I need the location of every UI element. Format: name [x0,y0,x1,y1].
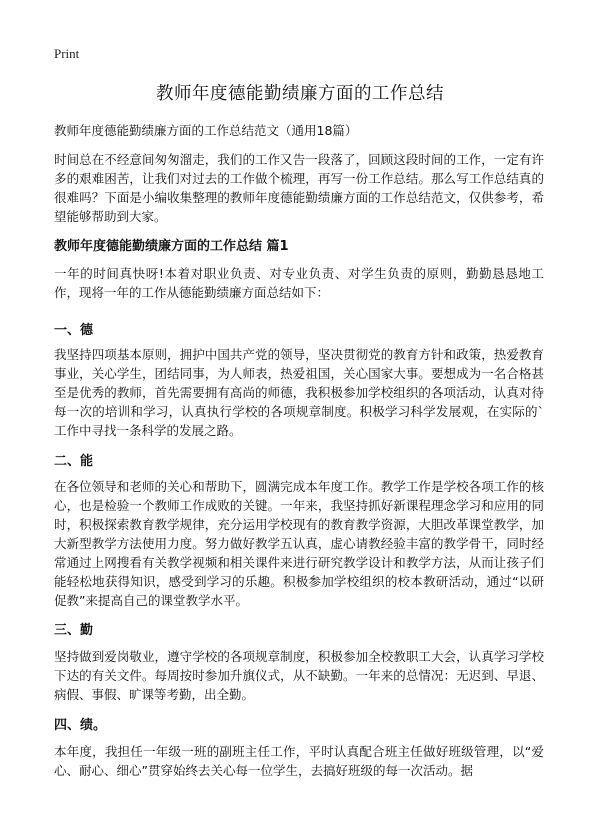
print-link[interactable]: Print [54,46,80,61]
part-paragraph-neng: 在各位领导和老师的关心和帮助下，圆满完成本年度工作。教学工作是学校各项工作的核心，也是检验一个教师工作成败的关键。一年来，我坚持抓好新课程理念学习和应用的同时，积极探索教育教学规律，充分运用学校现有的教育教学资源，大胆改革课堂教学，加大新型教学方法使用力度。努力做好教学五认真，虚心请教经验丰富的教学骨干，同时经常通过上网搜看有关教学视频和相关课件来进行研究教学设计和教学方法，从而让孩子们能轻松地获得知识，感受到学习的乐趣。积极参加学校组织的校本教研活动，通过“以研促教”来提高自己的课堂教学水平。 [54,479,544,608]
document-subtitle: 教师年度德能勤绩廉方面的工作总结范文（通用18篇） [54,123,358,138]
part-heading-ji: 四、绩。 [54,718,107,733]
part-paragraph-qin: 坚持做到爱岗敬业，遵守学校的各项规章制度，积极参加全校教职工大会，认真学习学校下达的有关文件。每周按时参加升旗仪式，从不缺勤。一年来的总情况：无迟到、早退、病假、事假、旷课等考勤，出全勤。 [54,649,544,702]
intro-paragraph: 时间总在不经意间匆匆溜走，我们的工作又告一段落了，回顾这段时间的工作，一定有许多的艰难困苦，让我们对过去的工作做个梳理，再写一份工作总结。那么写工作总结真的很难吗？下面是小编收集整理的教师年度德能勤绩廉方面的工作总结范文，仅供参考，希望能够帮助到大家。 [54,152,544,224]
section-intro-paragraph: 一年的时间真快呀!本着对职业负责、对专业负责、对学生负责的原则，勤勤恳恳地工作，现将一年的工作从德能勤绩廉方面总结如下： [54,266,544,300]
part-heading-qin: 三、勤 [54,623,94,638]
part-paragraph-ji: 本年度，我担任一年级一班的副班主任工作，平时认真配合班主任做好班级管理，以“爱心、耐心、细心”贯穿始终去关心每一位学生，去搞好班级的每一次活动。据 [54,744,544,778]
part-heading-neng: 二、能 [54,454,94,469]
page-title: 教师年度德能勤绩廉方面的工作总结 [156,84,444,104]
part-heading-de: 一、德 [54,323,94,338]
section-heading: 教师年度德能勤绩廉方面的工作总结 篇1 [54,239,289,254]
part-paragraph-de: 我坚持四项基本原则，拥护中国共产党的领导，坚决贯彻党的教育方针和政策，热爱教育事业，关心学生，团结同事，为人师表，热爱祖国，关心国家大事。要想成为一名合格甚至是优秀的教师，首先需要拥有高尚的师德，我积极参加学校组织的各项活动，认真对待每一次的培训和学习，认真执行学校的各项规章制度。积极学习科学发展观，在实际的`工作中寻找一条科学的发展之路。 [54,347,544,438]
